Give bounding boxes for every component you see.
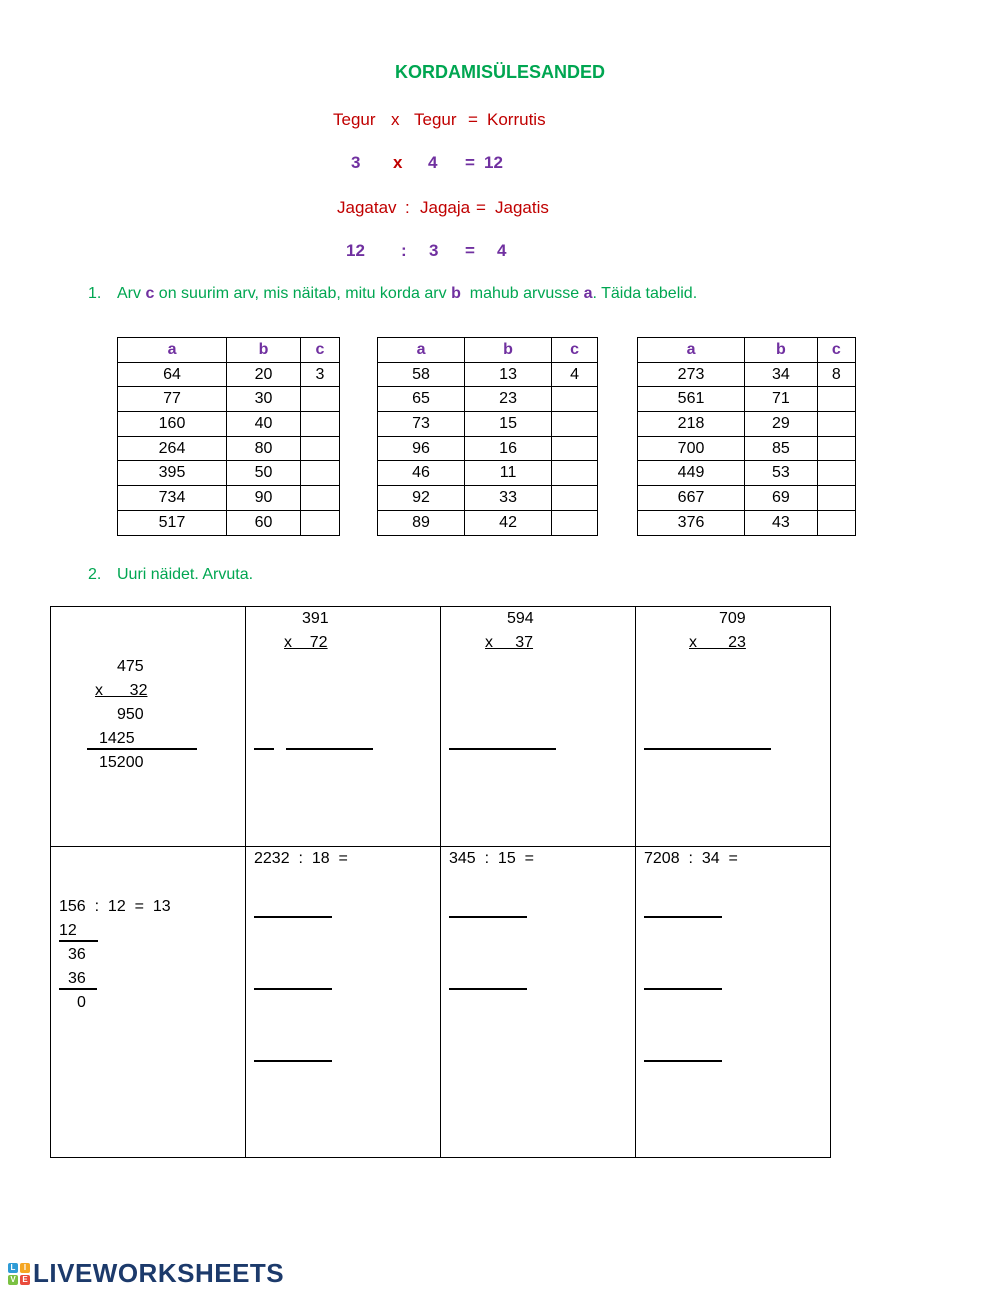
example-mult-line5: 15200 bbox=[99, 754, 144, 771]
example-div-line2: 12 bbox=[59, 922, 77, 939]
cell-b: 69 bbox=[745, 486, 818, 511]
table-row bbox=[638, 486, 856, 511]
cell-b: 60 bbox=[227, 510, 301, 535]
cell-c-answer[interactable] bbox=[817, 486, 855, 511]
task1-instruction: Arv c on suurim arv, mis näitab, mitu korda arv b mahub arvusse a. Täida tabelid. bbox=[117, 285, 698, 302]
example-div-line1: 156 : 12 = 13 bbox=[59, 898, 171, 915]
cell-a: 395 bbox=[118, 461, 227, 486]
logo-letter: I bbox=[20, 1263, 30, 1273]
cell-a: 46 bbox=[378, 461, 465, 486]
grid-divider bbox=[440, 607, 441, 1157]
cell-c-answer: 8 bbox=[817, 362, 855, 387]
formula-word-dividend: Jagatav bbox=[337, 198, 397, 217]
cell-a: 700 bbox=[638, 436, 745, 461]
cell-b: 16 bbox=[465, 436, 552, 461]
cell-b: 43 bbox=[745, 510, 818, 535]
table-row bbox=[378, 436, 598, 461]
table-row bbox=[378, 510, 598, 535]
formula-num2-3: 3 bbox=[429, 241, 439, 260]
cell-c-answer[interactable] bbox=[552, 387, 598, 412]
example-div-line4: 36 bbox=[68, 970, 86, 987]
cell-b: 71 bbox=[745, 387, 818, 412]
mult-problem-1-bottom: x 72 bbox=[284, 634, 328, 651]
cell-b: 90 bbox=[227, 486, 301, 511]
table-row bbox=[118, 362, 340, 387]
cell-a: 273 bbox=[638, 362, 745, 387]
table-header-row bbox=[638, 338, 856, 363]
formula-num-4: 4 bbox=[428, 153, 438, 172]
logo-icon bbox=[8, 1263, 30, 1285]
example-mult-line2: x 32 bbox=[95, 682, 148, 699]
table-row bbox=[118, 486, 340, 511]
table-row bbox=[638, 362, 856, 387]
formula-word-divisor: Jagaja bbox=[420, 198, 471, 217]
table-3 bbox=[637, 337, 856, 536]
cell-a: 73 bbox=[378, 412, 465, 437]
example-div-line5: 0 bbox=[77, 994, 86, 1011]
table-row bbox=[378, 412, 598, 437]
cell-c-answer[interactable] bbox=[552, 412, 598, 437]
cell-c-answer[interactable] bbox=[817, 436, 855, 461]
table-row bbox=[638, 510, 856, 535]
formula-word-divide: : bbox=[405, 198, 410, 217]
task1-number: 1. bbox=[88, 285, 102, 302]
mult-problem-1-top: 391 bbox=[302, 610, 329, 627]
header-b: b bbox=[227, 338, 301, 363]
cell-c-answer[interactable] bbox=[301, 412, 340, 437]
cell-a: 449 bbox=[638, 461, 745, 486]
table-row bbox=[118, 436, 340, 461]
header-b: b bbox=[745, 338, 818, 363]
header-a: a bbox=[638, 338, 745, 363]
mult-problem-2-top: 594 bbox=[507, 610, 534, 627]
formula-num2-divide: : bbox=[401, 241, 407, 260]
example-mult-line4: 1425 bbox=[99, 730, 135, 747]
header-c: c bbox=[301, 338, 340, 363]
logo-letter: E bbox=[20, 1275, 30, 1285]
cell-c-answer[interactable] bbox=[301, 510, 340, 535]
cell-c-answer[interactable] bbox=[817, 510, 855, 535]
formula-word-quotient: Jagatis bbox=[495, 198, 549, 217]
formula-num-12: 12 bbox=[484, 153, 503, 172]
answer-line[interactable] bbox=[449, 988, 527, 990]
answer-line[interactable] bbox=[254, 1060, 332, 1062]
table-row bbox=[638, 436, 856, 461]
cell-b: 20 bbox=[227, 362, 301, 387]
cell-a: 734 bbox=[118, 486, 227, 511]
formula-word-factor2: Tegur bbox=[414, 110, 457, 129]
answer-line[interactable] bbox=[644, 988, 722, 990]
table-row bbox=[118, 461, 340, 486]
cell-b: 34 bbox=[745, 362, 818, 387]
example-mult-underline bbox=[87, 748, 197, 750]
cell-c-answer[interactable] bbox=[301, 486, 340, 511]
table-row bbox=[638, 387, 856, 412]
cell-c-answer[interactable] bbox=[552, 486, 598, 511]
cell-a: 376 bbox=[638, 510, 745, 535]
table-header-row bbox=[118, 338, 340, 363]
cell-b: 33 bbox=[465, 486, 552, 511]
table-row bbox=[378, 362, 598, 387]
grid-divider bbox=[635, 607, 636, 1157]
logo-letter: V bbox=[8, 1275, 18, 1285]
cell-c-answer[interactable] bbox=[552, 436, 598, 461]
cell-b: 15 bbox=[465, 412, 552, 437]
header-c: c bbox=[552, 338, 598, 363]
cell-c-answer[interactable] bbox=[552, 461, 598, 486]
grid-divider bbox=[51, 846, 830, 847]
cell-a: 65 bbox=[378, 387, 465, 412]
answer-line[interactable] bbox=[286, 748, 373, 750]
table-row bbox=[118, 412, 340, 437]
formula-num2-12: 12 bbox=[346, 241, 365, 260]
cell-a: 64 bbox=[118, 362, 227, 387]
cell-a: 96 bbox=[378, 436, 465, 461]
answer-line[interactable] bbox=[254, 988, 332, 990]
cell-c-answer[interactable] bbox=[817, 412, 855, 437]
cell-b: 50 bbox=[227, 461, 301, 486]
answer-line[interactable] bbox=[644, 916, 722, 918]
formula-word-equals: = bbox=[468, 110, 478, 129]
cell-c-answer[interactable] bbox=[301, 461, 340, 486]
cell-b: 80 bbox=[227, 436, 301, 461]
answer-line[interactable] bbox=[644, 1060, 722, 1062]
header-c: c bbox=[817, 338, 855, 363]
cell-a: 218 bbox=[638, 412, 745, 437]
cell-c-answer[interactable] bbox=[552, 510, 598, 535]
answer-line[interactable] bbox=[449, 916, 527, 918]
formula-num-3: 3 bbox=[351, 153, 361, 172]
page-title: KORDAMISÜLESANDED bbox=[394, 62, 605, 82]
formula-word-times: x bbox=[391, 110, 400, 129]
answer-line[interactable] bbox=[254, 916, 332, 918]
liveworksheets-logo bbox=[8, 1258, 284, 1289]
formula-num2-4: 4 bbox=[497, 241, 507, 260]
cell-b: 53 bbox=[745, 461, 818, 486]
cell-a: 77 bbox=[118, 387, 227, 412]
formula-num-equals: = bbox=[465, 153, 475, 172]
cell-c-answer[interactable] bbox=[817, 461, 855, 486]
table-1 bbox=[117, 337, 340, 536]
table-2 bbox=[377, 337, 598, 536]
task2-instruction: Uuri näidet. Arvuta. bbox=[117, 566, 254, 583]
div-problem-1: 2232 : 18 = bbox=[254, 850, 348, 867]
cell-a: 89 bbox=[378, 510, 465, 535]
formula-word-product: Korrutis bbox=[487, 110, 546, 129]
cell-b: 29 bbox=[745, 412, 818, 437]
answer-line[interactable] bbox=[449, 748, 556, 750]
cell-b: 11 bbox=[465, 461, 552, 486]
logo-letter: L bbox=[8, 1263, 18, 1273]
table-row bbox=[378, 387, 598, 412]
cell-a: 264 bbox=[118, 436, 227, 461]
formula-word-factor1: Tegur bbox=[333, 110, 376, 129]
table-row bbox=[638, 412, 856, 437]
task2-number: 2. bbox=[88, 566, 102, 583]
cell-b: 85 bbox=[745, 436, 818, 461]
cell-b: 23 bbox=[465, 387, 552, 412]
header-b: b bbox=[465, 338, 552, 363]
example-mult-line1: 475 bbox=[117, 658, 144, 675]
table-header-row bbox=[378, 338, 598, 363]
cell-a: 160 bbox=[118, 412, 227, 437]
formula-num2-equals: = bbox=[465, 241, 475, 260]
formula-num-times: x bbox=[393, 153, 403, 172]
table-row bbox=[378, 486, 598, 511]
cell-c-answer: 3 bbox=[301, 362, 340, 387]
answer-line[interactable] bbox=[254, 748, 274, 750]
answer-line[interactable] bbox=[644, 748, 771, 750]
header-a: a bbox=[378, 338, 465, 363]
example-div-underline bbox=[59, 940, 98, 942]
example-div-line3: 36 bbox=[68, 946, 86, 963]
cell-c-answer: 4 bbox=[552, 362, 598, 387]
mult-problem-2-bottom: x 37 bbox=[485, 634, 534, 651]
div-problem-3: 7208 : 34 = bbox=[644, 850, 738, 867]
cell-a: 92 bbox=[378, 486, 465, 511]
cell-a: 667 bbox=[638, 486, 745, 511]
mult-problem-3-bottom: x 23 bbox=[689, 634, 746, 651]
logo-text: LIVEWORKSHEETS bbox=[33, 1258, 285, 1288]
cell-a: 561 bbox=[638, 387, 745, 412]
example-mult-line3: 950 bbox=[117, 706, 144, 723]
mult-problem-3-top: 709 bbox=[719, 610, 746, 627]
table-row bbox=[378, 461, 598, 486]
cell-c-answer[interactable] bbox=[817, 387, 855, 412]
example-div-underline bbox=[59, 988, 97, 990]
div-problem-2: 345 : 15 = bbox=[449, 850, 534, 867]
cell-a: 517 bbox=[118, 510, 227, 535]
cell-a: 58 bbox=[378, 362, 465, 387]
cell-b: 42 bbox=[465, 510, 552, 535]
cell-b: 40 bbox=[227, 412, 301, 437]
header-a: a bbox=[118, 338, 227, 363]
exercise-grid bbox=[50, 606, 831, 1158]
cell-c-answer[interactable] bbox=[301, 436, 340, 461]
table-row bbox=[638, 461, 856, 486]
cell-b: 13 bbox=[465, 362, 552, 387]
formula-word-equals2: = bbox=[476, 198, 486, 217]
table-row bbox=[118, 510, 340, 535]
grid-divider bbox=[245, 607, 246, 1157]
cell-c-answer[interactable] bbox=[301, 387, 340, 412]
cell-b: 30 bbox=[227, 387, 301, 412]
table-row bbox=[118, 387, 340, 412]
